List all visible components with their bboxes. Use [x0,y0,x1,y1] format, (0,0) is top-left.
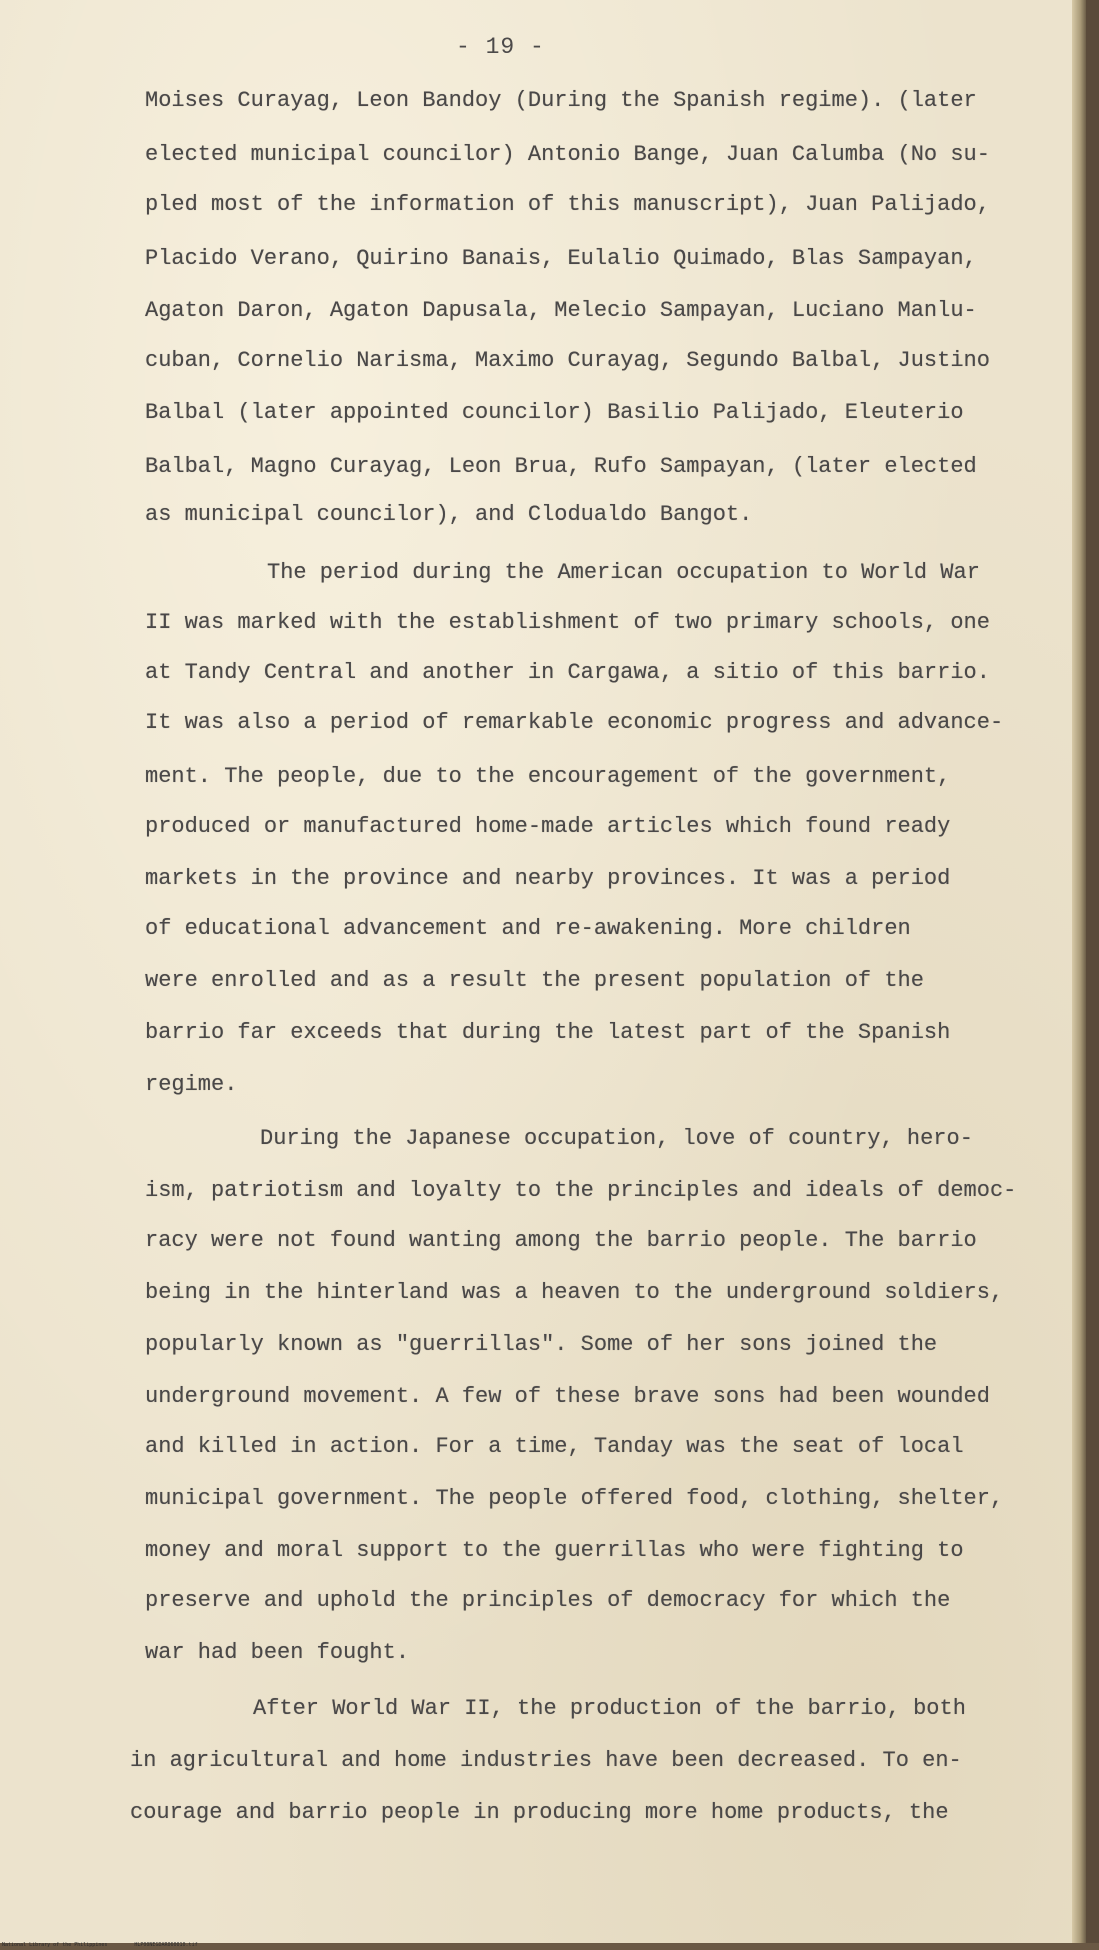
text-line: and killed in action. For a time, Tanday was the seat of local [145,1434,964,1459]
text-line: popularly known as "guerrillas". Some of her sons joined the [145,1332,938,1357]
text-line: pled most of the information of this manuscript), Juan Palijado, [145,192,990,217]
footer-source: National Library of the Philippines [2,1942,108,1948]
text-line: Agaton Daron, Agaton Dapusala, Melecio Sampayan, Luciano Manlu- [145,298,977,323]
text-line: II was marked with the establishment of two primary schools, one [145,610,990,635]
text-line: being in the hinterland was a heaven to the underground soldiers, [145,1280,1004,1305]
text-line: markets in the province and nearby provinces. It was a period [145,866,951,891]
text-line: ism, patriotism and loyalty to the principles and ideals of democ- [145,1178,1017,1203]
text-line: racy were not found wanting among the barrio people. The barrio [145,1228,977,1253]
text-line: were enrolled and as a result the present population of the [145,968,924,993]
page-number: - 19 - [456,34,545,60]
text-line: in agricultural and home industries have been decreased. To en- [130,1748,962,1773]
text-line: war had been fought. [145,1640,410,1665]
text-line: courage and barrio people in producing more home products, the [130,1800,949,1825]
text-line: at Tandy Central and another in Cargawa, a sitio of this barrio. [145,660,990,685]
text-line: Balbal, Magno Curayag, Leon Brua, Rufo Sampayan, (later elected [145,454,977,479]
text-line: preserve and uphold the principles of democracy for which the [145,1588,951,1613]
text-line: municipal government. The people offered food, clothing, shelter, [145,1486,1004,1511]
text-line: Balbal (later appointed councilor) Basilio Palijado, Eleuterio [145,400,964,425]
text-line: elected municipal councilor) Antonio Bange, Juan Calumba (No su- [145,142,990,167]
text-line: The period during the American occupation to World War [267,560,980,585]
text-line: of educational advancement and re-awakening. More children [145,916,911,941]
text-line: money and moral support to the guerrillas who were fighting to [145,1538,964,1563]
text-line: produced or manufactured home-made articles which found ready [145,814,951,839]
text-line: underground movement. A few of these brave sons had been wounded [145,1384,990,1409]
page-binding-edge [1072,0,1086,1943]
text-line: regime. [145,1072,238,1097]
text-line: cuban, Cornelio Narisma, Maximo Curayag, Segundo Balbal, Justino [145,348,990,373]
text-line: Moises Curayag, Leon Bandoy (During the Spanish regime). (later [145,88,977,113]
text-line: During the Japanese occupation, love of country, hero- [260,1126,973,1151]
text-line: ment. The people, due to the encouragement of the government, [145,764,951,789]
scan-footer [2,1941,222,1949]
text-line: It was also a period of remarkable economic progress and advance- [145,710,1004,735]
text-line: Placido Verano, Quirino Banais, Eulalio Quimado, Blas Sampayan, [145,246,977,271]
text-line: After World War II, the production of the barrio, both [253,1696,966,1721]
footer-file: HLP00NEGDAR060010.tif [134,1942,198,1948]
text-line: as municipal councilor), and Clodualdo Bangot. [145,502,753,527]
text-line: barrio far exceeds that during the latest part of the Spanish [145,1020,951,1045]
